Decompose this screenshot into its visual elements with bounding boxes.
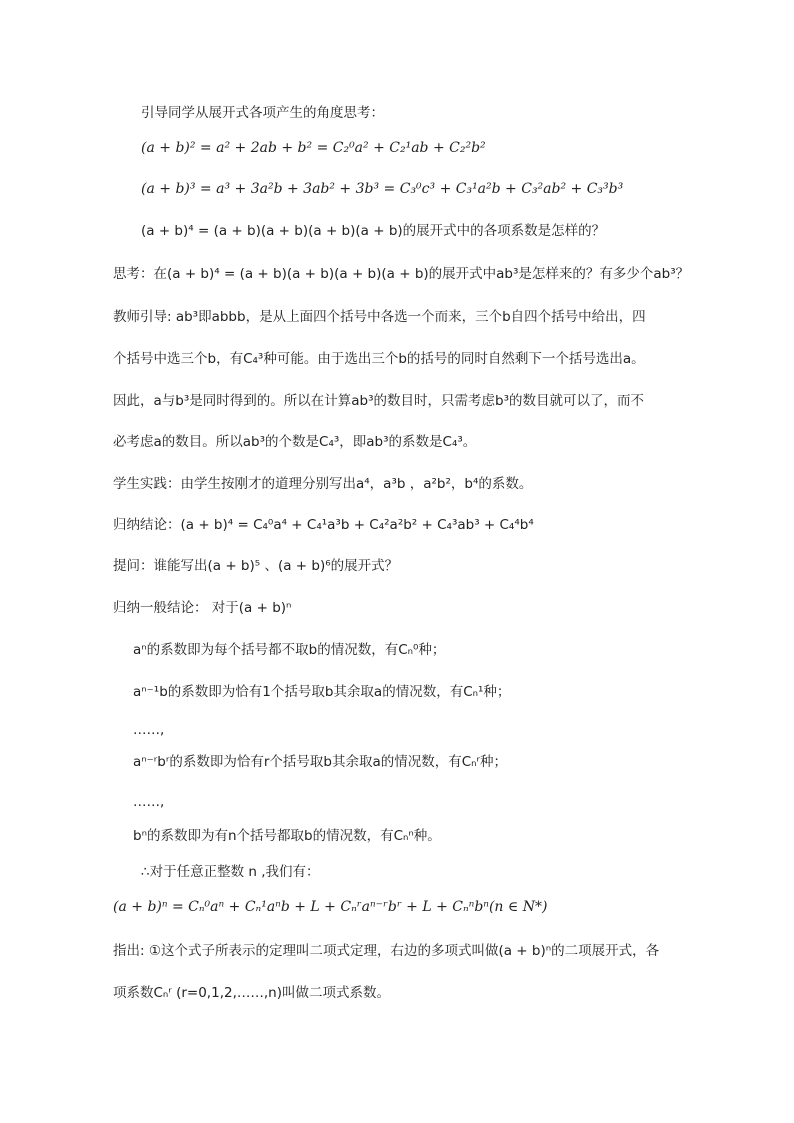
teacher-guide-line-1: 教师引导: ab³即abbb，是从上面四个括号中各选一个而来，三个b自四个括号中给出，四: [113, 309, 646, 325]
student-practice: 学生实践：由学生按刚才的道理分别写出a⁴，a³b ，a²b²，b⁴的系数。: [113, 476, 533, 492]
teacher-guide-line-3: 因此，a与b³是同时得到的。所以在计算ab³的数目时，只需考虑b³的数目就可以了，而不: [113, 393, 644, 409]
binomial-theorem-formula: (a + b)ⁿ = Cₙ⁰aⁿ + Cₙ¹aⁿb + L + Cₙʳaⁿ⁻ʳbʳ + L + Cₙⁿbⁿ(n ∈ N*): [113, 899, 548, 915]
summary-conclusion: 归纳结论：(a + b)⁴ = C₄⁰a⁴ + C₄¹a³b + C₄²a²b² + C₄³ab³ + C₄⁴b⁴: [113, 517, 534, 533]
thinking-question: 思考：在(a + b)⁴ = (a + b)(a + b)(a + b)(a + b)的展开式中ab³是怎样来的？有多少个ab³？: [113, 266, 690, 282]
intro-line: 引导同学从展开式各项产生的角度思考：: [141, 105, 384, 121]
therefore-line: ∴对于任意正整数 n ,我们有：: [141, 864, 320, 880]
general-conclusion-heading: 归纳一般结论： 对于(a + b)ⁿ: [113, 600, 292, 616]
note-line-2: 项系数Cₙʳ (r=0,1,2,……,n)叫做二项式系数。: [113, 985, 390, 1001]
case-a-n-minus-1: aⁿ⁻¹b的系数即为恰有1个括号取b其余取a的情况数，有Cₙ¹种；: [133, 684, 511, 700]
teacher-guide-line-4: 必考虑a的数目。所以ab³的个数是C₄³，即ab³的系数是C₄³。: [113, 434, 477, 450]
case-a-n-minus-r: aⁿ⁻ʳbʳ的系数即为恰有r个括号取b其余取a的情况数，有Cₙʳ种；: [133, 754, 508, 770]
formula-square: (a + b)² = a² + 2ab + b² = C₂⁰a² + C₂¹ab + C₂²b²: [141, 140, 486, 156]
note-line-1: 指出: ①这个式子所表示的定理叫二项式定理，右边的多项式叫做(a + b)ⁿ的二项展开式，各: [113, 943, 660, 959]
teacher-guide-line-2: 个括号中选三个b，有C₄³种可能。由于选出三个b的括号的同时自然剩下一个括号选出a。: [113, 351, 645, 367]
case-b-n: bⁿ的系数即为有n个括号都取b的情况数，有Cₙⁿ种。: [133, 828, 441, 844]
question-line: 提问：谁能写出(a + b)⁵ 、(a + b)⁶的展开式？: [113, 558, 399, 574]
ellipsis-1: ……,: [133, 722, 165, 738]
formula-fourth-question: (a + b)⁴ = (a + b)(a + b)(a + b)(a + b)的展开式中的各项系数是怎样的？: [141, 223, 606, 239]
ellipsis-2: ……,: [133, 794, 165, 810]
formula-cube: (a + b)³ = a³ + 3a²b + 3ab² + 3b³ = C₃⁰c³ + C₃¹a²b + C₃²ab² + C₃³b³: [141, 181, 624, 197]
case-a-n: aⁿ的系数即为每个括号都不取b的情况数，有Cₙ⁰种；: [133, 642, 446, 658]
